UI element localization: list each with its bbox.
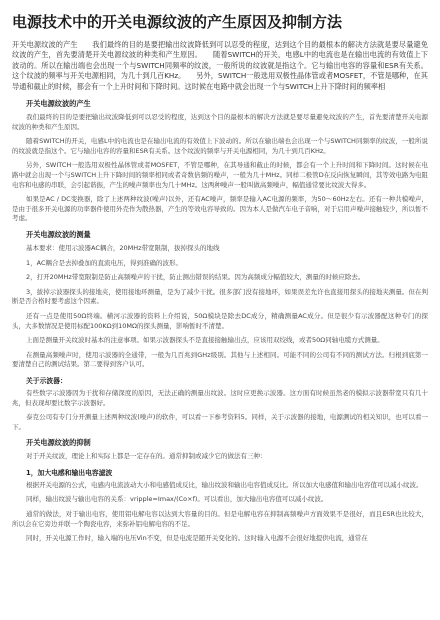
paragraph: 根据开关电源的公式，电感内电流波动大小和电感值成反比，输出纹波和输出电容值成反比。所以加大电感值和输出电容值可以减小纹波。 <box>26 480 423 489</box>
paragraph: 1，AC耦合是去掉叠加的直流电压，得到准确的波形。 <box>26 258 183 267</box>
paragraph: 我们最终的目的是要把输出纹波降低到可以忍受的程度，达到这个目的最根本的解决方法就是要尽量避免纹波的产生，首先要清楚开关电源纹波的种类和产生原因。 <box>12 113 428 131</box>
section-heading-measurement: 开关电源纹波的测量 <box>26 229 91 239</box>
paragraph: 另外，SWITCH一般选用双极性晶体管或者MOSFET，不管是哪种，在其导通和截止的时候，都会有一个上升时间和下降时间。这时候在电路中就会出现一个与SWITCH上升下降时间的频率相同或者奇数倍频的噪声，一般为几十MHz。同样二极管D在反向恢复瞬间，其等效电路为电阻电容和电感的串联，会引起谐振，产生的噪声频率也为几十MHz。这两种噪声一般叫做高频噪声，幅值通常要比纹波大得多。 <box>12 161 428 189</box>
paragraph: 还有一点是使用50Ω终端。横河示波器的资料上介绍说，50Ω模块是除去DC成分，精确测量AC成分。但是很少有示波器配这种专门的探头，大多数情况是使用标配100KΩ到10MΩ的探头测量，影响暂时不清楚。 <box>12 311 428 330</box>
section-heading-suppression: 开关电源纹波的抑制 <box>26 438 91 448</box>
paragraph: 上面是测量开关纹波时基本的注意事项。如果示波器探头不是直接接触输出点，应该用双绞线，或者50Ω同轴电缆方式测量。 <box>26 336 384 345</box>
paragraph: 对于开关纹波，理论上和实际上都是一定存在的。通常抑制或减少它的做法有三种： <box>26 452 267 461</box>
section-heading-generation: 开关电源纹波的产生 <box>26 99 91 109</box>
paragraph: 如果是AC / DC变换器，除了上述两种纹波(噪声)以外，还有AC噪声，频率是输入AC电源的频率，为50～60Hz左右。还有一种共模噪声，是由于很多开关电源的功率器件使用外壳作为散热器，产生的等效电容导致的。因为本人是做汽车电子音响，对于启用声噪声接触较少，所以暂不考虑。 <box>12 195 428 223</box>
paragraph: 有些数字示波器因为干扰和存储深度的原因，无法正确的测量出纹波。这时应更换示波器。这方面有时候虽然老的模拟示波器带宽只有几十兆，但表现却要比数字示波器好。 <box>12 388 428 407</box>
paragraph: 同时，开关电源工作时，输入端的电压Vin不变，但是电流是随开关变化的。这时输入电源不会很好地提供电流，通常在 <box>26 534 368 543</box>
paragraph: 在测量高频噪声时，使用示波器的全通带，一般为几百兆到GHz级别。其他与上述相同。可能不同的公司有不同的测试方法。归根到底第一要清楚自己的测试结果。第二要得到客户认可。 <box>12 350 428 369</box>
page-title: 电源技术中的开关电源纹波的产生原因及抑制方法 <box>12 13 343 31</box>
paragraph: 3，拔掉示波器探头的接地夹，使用接地环测量，是为了减少干扰。很多部门没有接地环，如果误差允许也直接用探头的接地夹测量。但在判断是否合格时要考虑这个因素。 <box>12 287 428 306</box>
paragraph: 通常的做法，对于输出电容，使用铝电解电容以达到大容量的目的。但是电解电容在抑制高频噪声方面效果不是很好，而且ESR也比较大，所以会在它旁边并联一个陶瓷电容，来弥补铝电解电容的不足。 <box>12 510 428 528</box>
paragraph: 基本要求：使用示波器AC耦合，20MHz带宽限制，拔掉探头的地线 <box>26 243 220 252</box>
paragraph: 同样，输出纹波与输出电容的关系：vripple=Imax/(Co×f)。可以看出，加大输出电容值可以减小纹波。 <box>26 495 328 504</box>
section-heading-oscilloscope: 关于示波器： <box>26 376 67 385</box>
paragraph: 随着SWITCH的开关，电感L中的电流也是在输出电流的有效值上下波动的。所以在输出端也会出现一个与SWITCH同频率的纹波，一般所说的纹波就是指这个。它与输出电容的容量和ESR有关系。这个纹波的频率与开关电源相同，为几十到几百KHz。 <box>12 137 428 155</box>
section-heading-inductor-capacitor: 1，加大电感和输出电容滤波 <box>26 468 113 477</box>
paragraph: 泰克公司有专门分开测量上述两种纹波(噪声)的软件，可以看一下参考资料5。同样，关于示波器的接地，电源测试的相关知识，也可以看一下。 <box>12 413 428 431</box>
paragraph: 2，打开20MHz带宽限制是防止高频噪声的干扰，防止测出错误的结果。因为高频成分幅值较大，测量的时候应除去。 <box>26 273 365 282</box>
intro-paragraph: 开关电源纹波的产生 我们最终的目的是要把输出纹波降低到可以忍受的程度，达到这个目的最根本的解决方法就是要尽量避免纹波的产生，首先要清楚开关电源纹波的种类和产生原因。 随着SWITCH的开关，电感L中的电流也是在输出电流的有效值上下波动的。所以在输出端也会出现一个与SWITCH同频率的纹波，一般所说的纹波就是指这个。它与输出电容的容量和ESR有关系。这个纹波的频率与开关电源相同，为几十到几百KHz。 另外，SWITCH一般选用双极性晶体管或者MOSFET，不管是哪种，在其导通和截止的时候，都会有一个上升时间和下降时间。这时候在电路中就会出现一个与SWITCH上升下降时间的频率相 <box>12 40 428 91</box>
